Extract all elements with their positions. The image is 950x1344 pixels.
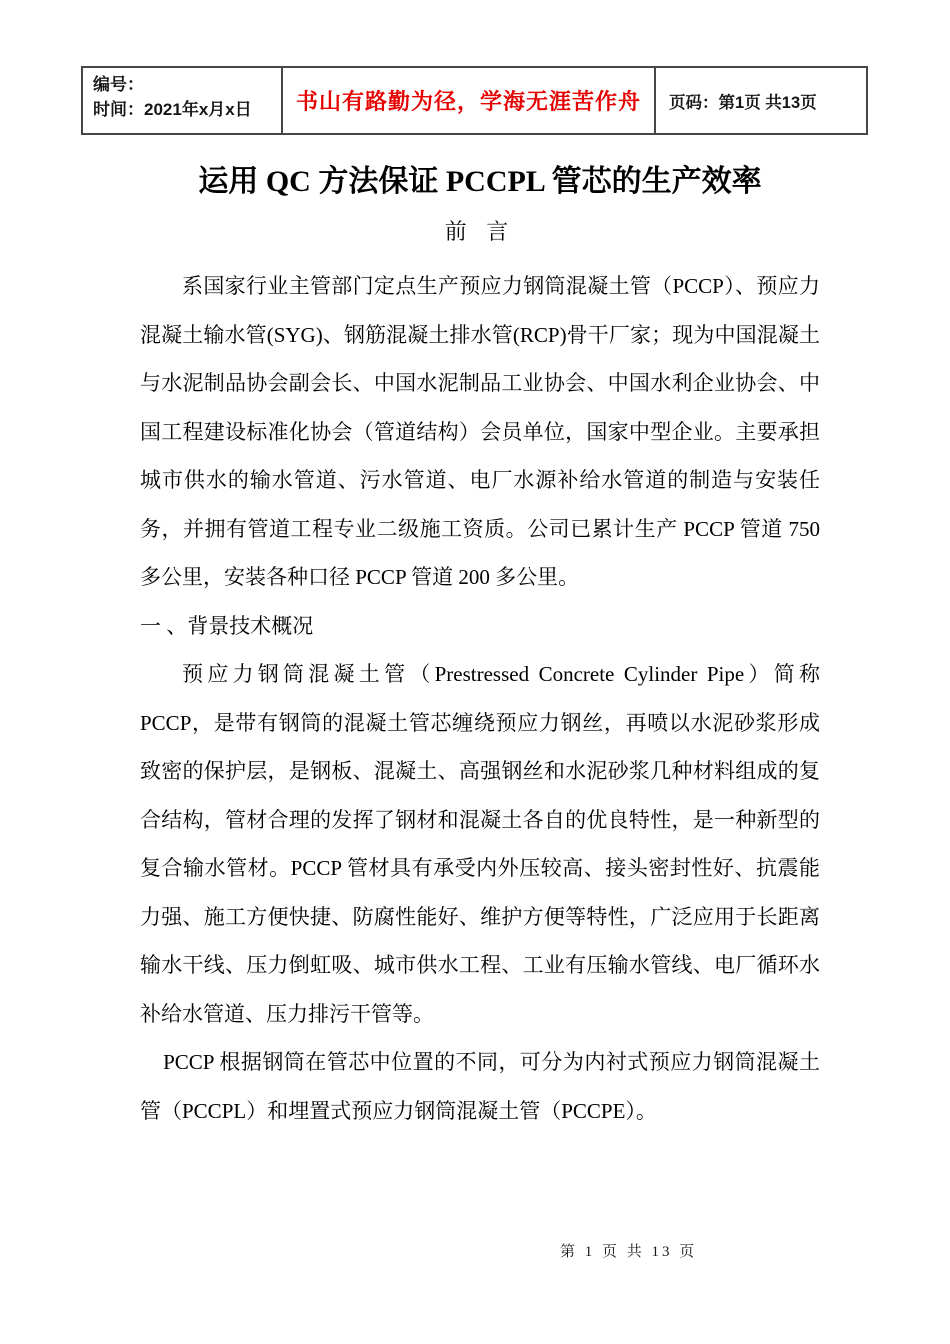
header-table (81, 66, 868, 135)
motto-text: 书山有路勤为径，学海无涯苦作舟 (296, 89, 642, 114)
document-content (140, 160, 820, 1135)
intro-paragraph: 系国家行业主管部门定点生产预应力钢筒混凝土管（PCCP）、预应力混凝土输水管(SYG)、钢筋混凝土排水管(RCP)骨干厂家；现为中国混凝土与水泥制品协会副会长、中国水泥制品工业协会、中国水利企业协会、中国工程建设标准化协会（管道结构）会员单位，国家中型企业。主要承担城市供水的输水管道、污水管道、电厂水源补给水管道的制造与安装任务，并拥有管道工程专业二级施工资质。公司已累计生产 PCCP 管道 750 多公里，安装各种口径 PCCP 管道 200 多公里。 (140, 274, 820, 589)
section1-paragraph-1: 预应力钢筒混凝土管（Prestressed Concrete Cylinder Pipe）简称 PCCP，是带有钢筒的混凝土管芯缠绕预应力钢丝，再喷以水泥砂浆形成致密的保护层，是钢板、混凝土、高强钢丝和水泥砂浆几种材料组成的复合结构，管材合理的发挥了钢材和混凝土各自的优良特性，是一种新型的复合输水管材。PCCP 管材具有承受内外压较高、接头密封性好、抗震能力强、施工方便快捷、防腐性能好、维护方便等特性，广泛应用于长距离输水干线、压力倒虹吸、城市供水工程、工业有压输水管线、电厂循环水补给水管道、压力排污干管等。 (140, 662, 820, 1026)
header-motto-cell (281, 68, 654, 133)
page-info-text: 页码：第1页 共13页 (669, 93, 817, 112)
doc-time-label: 时间：2021年x月x日 (93, 100, 252, 119)
header-number-time-cell (83, 68, 281, 133)
footer-page-number: 第 1 页 共 13 页 (560, 1244, 698, 1260)
section1-heading: 一 、背景技术概况 (140, 613, 314, 638)
doc-subtitle: 前 言 (444, 219, 516, 244)
doc-number-label: 编号： (93, 75, 144, 94)
body-text (140, 262, 820, 1135)
header-page-cell (654, 68, 866, 133)
doc-title: 运用 QC 方法保证 PCCPL 管芯的生产效率 (198, 165, 762, 198)
section1-paragraph-2: PCCP 根据钢筒在管芯中位置的不同，可分为内衬式预应力钢筒混凝土管（PCCPL）和埋置式预应力钢筒混凝土管（PCCPE）。 (140, 1050, 820, 1123)
